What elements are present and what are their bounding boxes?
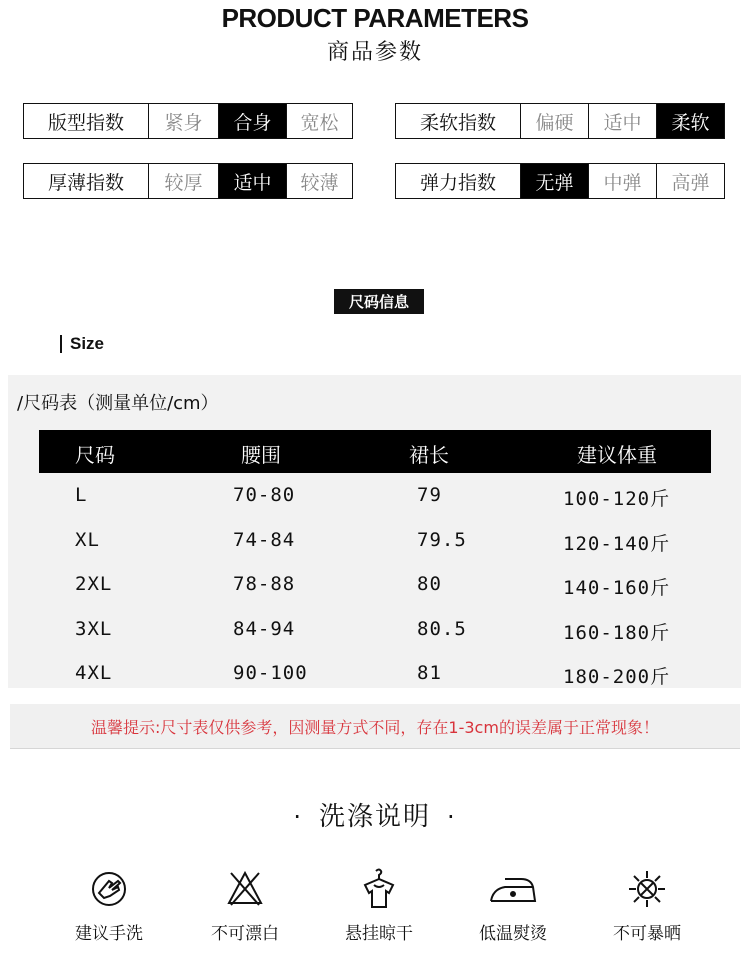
param-name: 版型指数 xyxy=(47,111,124,134)
size-label-text: Size xyxy=(70,334,105,353)
table-cell: XL xyxy=(75,529,100,551)
param-option: 较薄 xyxy=(286,164,352,198)
param-option: 较厚 xyxy=(148,164,218,198)
care-label: 建议手洗 xyxy=(75,924,143,944)
table-cell: 4XL xyxy=(75,662,113,684)
param-softness xyxy=(395,103,725,139)
table-cell: 79.5 xyxy=(417,529,467,551)
wash-title xyxy=(0,796,750,833)
param-option: 高弹 xyxy=(656,164,724,198)
param-option: 宽松 xyxy=(286,104,352,138)
param-fit xyxy=(23,103,353,139)
header-cell: 腰围 xyxy=(241,443,281,467)
param-option: 紧身 xyxy=(148,104,218,138)
param-elasticity xyxy=(395,163,725,199)
size-label xyxy=(60,334,104,354)
table-cell: 140-160斤 xyxy=(563,577,671,599)
table-cell: L xyxy=(75,484,88,506)
param-option: 适中 xyxy=(218,164,286,198)
param-option: 无弹 xyxy=(520,164,588,198)
param-option: 偏硬 xyxy=(520,104,588,138)
table-cell: 80.5 xyxy=(417,618,467,640)
param-name: 厚薄指数 xyxy=(47,171,124,194)
hand-wash-icon xyxy=(85,865,133,913)
care-label: 低温熨烫 xyxy=(479,924,547,944)
size-table-caption: /尺码表（测量单位/cm） xyxy=(17,393,219,414)
table-cell: 80 xyxy=(417,573,442,595)
title-zh: 商品参数 xyxy=(326,40,423,65)
size-table-header xyxy=(39,430,711,473)
title-en: PRODUCT PARAMETERS xyxy=(221,3,529,33)
table-cell: 90-100 xyxy=(233,662,308,684)
param-option: 适中 xyxy=(588,104,656,138)
wash-title-dot: · xyxy=(447,803,457,831)
size-notice: 温馨提示:尺寸表仅供参考，因测量方式不同，存在1-3cm的误差属于正常现象！ xyxy=(10,704,740,749)
table-cell: 180-200斤 xyxy=(563,666,671,688)
care-label: 不可暴晒 xyxy=(613,924,681,944)
care-item-no-bleach xyxy=(195,865,295,944)
table-cell: 3XL xyxy=(75,618,113,640)
param-option: 合身 xyxy=(218,104,286,138)
care-label: 悬挂晾干 xyxy=(345,924,413,944)
header-cell: 建议体重 xyxy=(577,443,657,467)
care-item-hang-dry xyxy=(329,865,429,944)
table-cell: 84-94 xyxy=(233,618,296,640)
table-cell: 100-120斤 xyxy=(563,488,671,510)
size-label-bar xyxy=(60,335,62,353)
hang-dry-icon xyxy=(355,865,403,913)
param-name: 弹力指数 xyxy=(419,171,496,194)
header-cell: 裙长 xyxy=(409,443,449,467)
size-info-badge: 尺码信息 xyxy=(334,289,424,314)
low-iron-icon xyxy=(485,865,541,913)
header-cell: 尺码 xyxy=(75,443,115,467)
care-item-hand-wash xyxy=(59,865,159,944)
table-cell: 74-84 xyxy=(233,529,296,551)
param-option: 柔软 xyxy=(656,104,724,138)
table-cell: 79 xyxy=(417,484,442,506)
table-cell: 160-180斤 xyxy=(563,622,671,644)
param-name: 柔软指数 xyxy=(419,111,496,134)
table-cell: 78-88 xyxy=(233,573,296,595)
wash-title-dot: · xyxy=(293,803,303,831)
care-item-low-iron xyxy=(463,865,563,944)
table-cell: 81 xyxy=(417,662,442,684)
no-bleach-icon xyxy=(221,865,269,913)
table-cell: 120-140斤 xyxy=(563,533,671,555)
no-sun-icon xyxy=(623,865,671,913)
table-cell: 2XL xyxy=(75,573,113,595)
wash-title-text: 洗涤说明 xyxy=(318,802,431,832)
table-cell: 70-80 xyxy=(233,484,296,506)
param-thickness xyxy=(23,163,353,199)
care-item-no-sun xyxy=(597,865,697,944)
care-label: 不可漂白 xyxy=(211,924,279,944)
param-option: 中弹 xyxy=(588,164,656,198)
